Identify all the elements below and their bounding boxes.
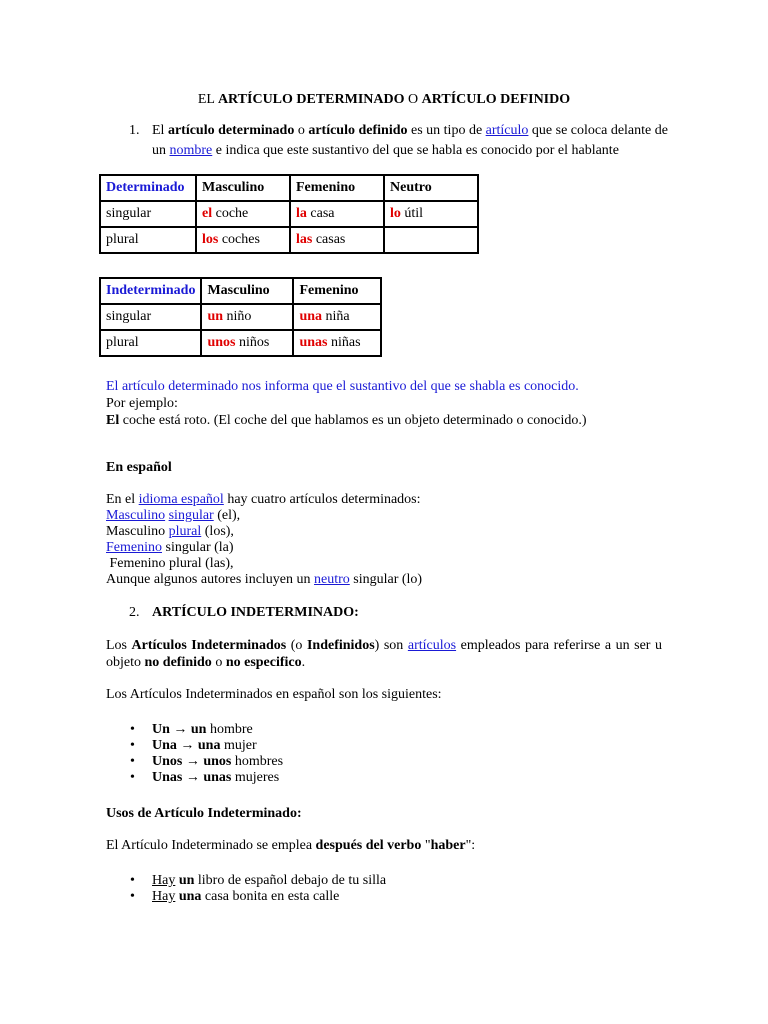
article-word: lo [390,206,401,221]
link-articulos[interactable]: artículos [407,638,457,653]
list-item [106,722,283,738]
noun-word: casas [312,232,346,247]
bullet-list-haber [106,873,386,905]
link-nombre[interactable]: nombre [169,143,213,158]
bullet-bold: Unos → unos [152,754,232,769]
page-title [0,92,768,108]
para-text: objeto [106,655,145,670]
table-cell: singular [100,304,201,330]
bullet-text: casa bonita en esta calle [201,889,340,904]
spanish-line-5: Femenino plural (las), [106,556,234,571]
table-cell [196,201,290,227]
bullet-text: mujeres [231,770,280,785]
table-row [100,201,478,227]
list-item [106,770,283,786]
table-cell [201,330,293,356]
spanish-line-6 [106,572,422,588]
section-heading-en-espanol [106,460,172,476]
para-text: ": [465,838,476,853]
bullet-bold: Una → una [152,738,221,753]
item1-text: e indica que este sustantivo del que se habla es conocido por el hablante [212,143,619,158]
para-bold: no especifico [225,655,302,670]
item1-line1 [152,123,668,139]
list-intro-paragraph: Los Artículos Indeterminados en español son los siguientes: [106,687,442,702]
article-word: un [207,309,224,324]
article-word: los [202,232,219,247]
title-bold-1: ARTÍCULO DETERMINADO [217,92,405,107]
noun-word: útil [400,206,424,221]
haber-paragraph [106,838,475,854]
bullet-bold: Unas → unas [152,770,232,785]
link-plural[interactable]: plural [168,524,202,539]
heading-text: ARTÍCULO INDETERMINADO: [152,605,359,620]
noun-word: niño [223,309,252,324]
para-text: o [211,655,226,670]
para-text: ) son [374,638,408,653]
para-bold: después del verbo [315,838,422,853]
indef-paragraph-line2 [106,655,305,671]
para-text: " [421,838,431,853]
noun-word: coches [218,232,260,247]
table-header-cell: Femenino [290,175,384,201]
table-cell [290,201,384,227]
title-prefix: EL [197,92,218,107]
bullet-bold: Un → un [152,722,207,737]
article-word: el [202,206,213,221]
indef-paragraph-line1 [106,638,662,654]
bullet-text: mujer [220,738,257,753]
table-indeterminado [99,277,382,357]
para-text: (o [286,638,307,653]
spanish-line-2 [106,508,240,524]
list-item [106,889,386,905]
table-header-cell: Masculino [196,175,290,201]
usos-heading [106,806,302,822]
bullet-text: hombre [206,722,253,737]
article-word: una [299,309,323,324]
item1-bold: artículo determinado [167,123,295,138]
line-text: singular (la) [162,540,234,555]
table-header-row [100,175,478,201]
item1-text: que se coloca delante de [528,123,668,138]
bullet-underlined: Hay [152,873,176,888]
table-cell [293,304,381,330]
line-text: Aunque algunos autores incluyen un [106,572,315,587]
para-bold: Indefinidos [306,638,375,653]
list-number-2: 2. [129,605,140,620]
noun-word: niña [322,309,350,324]
example-label: Por ejemplo: [106,396,178,411]
table-determinado [99,174,479,254]
spanish-line-1 [106,492,421,508]
heading-text: Usos de Artículo Indeterminado: [106,806,302,821]
spanish-line-4 [106,540,234,556]
line-text: En el [106,492,139,507]
line-text: singular (lo) [349,572,423,587]
link-singular[interactable]: singular [168,508,214,523]
noun-word: casa [306,206,335,221]
line-text: Masculino [106,524,169,539]
bullet-bold: una [178,889,202,904]
table-cell: plural [100,330,201,356]
spanish-line-3 [106,524,234,540]
bullet-text: libro de español debajo de tu silla [194,873,387,888]
para-text: El Artículo Indeterminado se emplea [106,838,316,853]
line-text: (el), [213,508,241,523]
heading-text: En español [106,460,172,475]
link-masculino[interactable]: Masculino [106,508,166,523]
list-number-1: 1. [129,123,140,138]
para-bold: no definido [144,655,212,670]
article-word: unos [207,335,236,350]
table-header-row [100,278,381,304]
item1-text: El [152,123,168,138]
bullet-text: hombres [231,754,284,769]
bullet-bold: un [178,873,195,888]
table-cell [293,330,381,356]
para-text: . [301,655,306,670]
link-neutro[interactable]: neutro [314,572,350,587]
link-articulo[interactable]: artículo [485,123,529,138]
item2-heading [152,605,359,621]
table-header-cell: Determinado [100,175,196,201]
table-cell: singular [100,201,196,227]
para-text: Los [106,638,132,653]
example-text: coche está roto. (El coche del que hablamos es un objeto determinado o conocido.) [119,413,587,428]
table-header-cell: Indeterminado [100,278,201,304]
table-cell [196,227,290,253]
article-word: unas [299,335,328,350]
item1-text: o [294,123,309,138]
table-cell [384,227,478,253]
bullet-underlined: Hay [152,889,176,904]
table-row [100,330,381,356]
title-bold-2: ARTÍCULO DEFINIDO [421,92,571,107]
link-idioma-espanol[interactable]: idioma español [138,492,224,507]
item1-text: un [152,143,170,158]
noun-word: coche [212,206,249,221]
line-text: hay cuatro artículos determinados: [223,492,421,507]
link-femenino[interactable]: Femenino [106,540,162,555]
table-row [100,304,381,330]
table-header-cell: Neutro [384,175,478,201]
table-header-cell: Masculino [201,278,293,304]
list-item [106,873,386,889]
bullet-list-articles [106,722,283,786]
item1-bold: artículo definido [308,123,408,138]
para-text: empleados para referirse a un ser u [456,638,662,653]
table-cell: plural [100,227,196,253]
line-text: (los), [201,524,234,539]
info-paragraph: El artículo determinado nos informa que el sustantivo del que se shabla es conocido. [106,379,579,394]
list-item [106,754,283,770]
para-bold: haber [430,838,466,853]
para-bold: Artículos Indeterminados [131,638,287,653]
table-row [100,227,478,253]
article-word: la [296,206,307,221]
article-word: las [296,232,313,247]
table-cell [290,227,384,253]
item1-line2 [152,143,619,159]
noun-word: niños [235,335,270,350]
table-cell [384,201,478,227]
title-mid: O [404,92,422,107]
example-sentence [106,413,587,429]
noun-word: niñas [327,335,361,350]
list-item [106,738,283,754]
example-bold: El [106,413,120,428]
table-header-cell: Femenino [293,278,381,304]
item1-text: es un tipo de [407,123,486,138]
table-cell [201,304,293,330]
